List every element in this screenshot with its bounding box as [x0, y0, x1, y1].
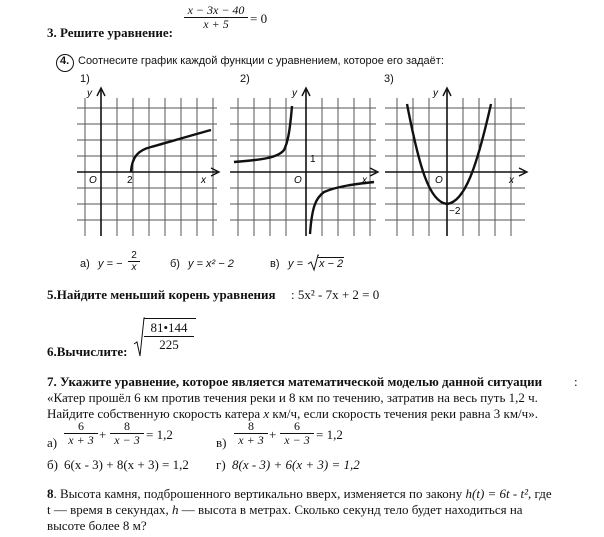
- q3-label: 3. Решите уравнение:: [47, 25, 174, 40]
- q8-text1: . Высота камня, подброшенного вертикально вверх, изменяется по закону: [53, 486, 463, 501]
- q8-text1b: , где: [528, 486, 552, 501]
- graph1-label: 1): [80, 73, 90, 85]
- q7-opt-a-d2: x − 3: [114, 433, 140, 447]
- q7-opt-a-frac2: [110, 420, 144, 447]
- q4-text: Соотнесите график каждой функции с уравнением, которое его задаёт:: [78, 55, 444, 67]
- q7-colon: :: [574, 374, 578, 389]
- graph1-x-label: x: [201, 175, 206, 186]
- q7-opt-a-label: а): [47, 435, 58, 450]
- graph3-x-label: x: [509, 175, 514, 186]
- q7-line2b: км/ч, если скорость течения реки равна 3 км/ч».: [272, 406, 538, 421]
- q7-opt-v-plus: +: [269, 427, 277, 442]
- q4-option-v-pre: y =: [288, 258, 303, 270]
- graph3-origin: O: [435, 175, 443, 186]
- q8-text2a: t — время в секундах,: [47, 502, 169, 517]
- q7-line2a: Найдите собственную скорость катера: [47, 406, 261, 421]
- q7-opt-a-d1: x + 3: [68, 433, 94, 447]
- q3-denominator: x + 5: [203, 17, 229, 31]
- graph-2: [230, 86, 380, 238]
- q3-numerator: x − 3x − 40: [184, 4, 248, 18]
- graph3-parabola: [407, 104, 491, 204]
- graph2-origin: O: [294, 175, 302, 186]
- q7-opt-a-plus: +: [99, 427, 107, 442]
- q4-option-v-rad: x − 2: [319, 258, 344, 270]
- graph3-y-label: y: [433, 88, 438, 99]
- q8-text2b: — высота в метрах. Сколько секунд тело будет находиться на: [181, 502, 523, 517]
- q7-opt-g-label: г): [216, 457, 226, 472]
- q4-option-a-den: x: [131, 262, 137, 273]
- q7-opt-a-n1: 6: [64, 420, 98, 434]
- graph2-label: 2): [240, 73, 250, 85]
- q4-option-a-fraction: [128, 250, 140, 273]
- q8-line1: [47, 486, 602, 502]
- q4-option-a-num: 2: [128, 250, 140, 262]
- graph3-label: 3): [384, 73, 394, 85]
- q7-opt-g-text: 8(x - 3) + 6(x + 3) = 1,2: [232, 457, 360, 472]
- graph-1: [77, 86, 223, 238]
- q7-opt-v-label: в): [216, 435, 227, 450]
- graph1-origin: O: [89, 175, 97, 186]
- q7-label: 7. Укажите уравнение, которое является математической моделью данной ситуации: [47, 374, 543, 389]
- q5-label: 5.Найдите меньший корень уравнения: [47, 287, 276, 302]
- graph2-curve-left: [234, 106, 292, 162]
- q6-fraction: [144, 320, 194, 353]
- q7-opt-a-frac1: [64, 420, 98, 447]
- q7-opt-v-rhs: = 1,2: [316, 427, 343, 442]
- q7-line1: «Катер прошёл 6 км против течения реки и 8 км по течению, затратив на весь путь 1,2 ч.: [47, 390, 538, 405]
- q7-opt-v-n2: 6: [280, 420, 314, 434]
- q8-law: h(t) = 6t - t²: [465, 486, 529, 501]
- graph1-y-label: y: [87, 88, 92, 99]
- q8-line2: [47, 502, 523, 518]
- q7-opt-v-frac1: [234, 420, 268, 447]
- q7-opt-v-d1: x + 3: [238, 433, 264, 447]
- q4-option-a-label: а): [80, 258, 90, 270]
- q4-option-v-label: в): [270, 258, 280, 270]
- q4-number: 4.: [60, 55, 70, 67]
- q7-opt-b-label: б): [47, 457, 58, 472]
- q6-radical-bar: [144, 318, 196, 319]
- graph1-tick: 2: [127, 175, 133, 186]
- q6-label: 6.Вычислите:: [47, 344, 128, 359]
- graph2-curve-right: [310, 182, 374, 234]
- q7-opt-v-d2: x − 3: [284, 433, 310, 447]
- q6-denominator: 225: [159, 337, 179, 352]
- graph3-tick: −2: [449, 206, 461, 217]
- q7-opt-b-text: 6(x - 3) + 8(x + 3) = 1,2: [64, 457, 189, 472]
- q4-option-b-label: б): [170, 258, 180, 270]
- graph2-x-label: x: [362, 175, 367, 186]
- q8-h: h: [172, 502, 179, 517]
- q7-opt-v-frac2: [280, 420, 314, 447]
- q3-rhs: = 0: [250, 11, 268, 26]
- q5-equation: : 5x² - 7x + 2 = 0: [291, 287, 380, 302]
- q6-numerator: 81•144: [144, 320, 194, 337]
- q4-option-a-pre: y = −: [98, 258, 123, 270]
- graph2-tick: 1: [310, 154, 316, 165]
- q4-option-b-eq: y = x² − 2: [188, 258, 234, 270]
- graph2-y-label: y: [292, 88, 297, 99]
- graph1-curve: [131, 130, 211, 172]
- q3-fraction: [184, 4, 248, 31]
- q7-opt-a-n2: 8: [110, 420, 144, 434]
- q7-line2x: x: [263, 406, 270, 421]
- q7-opt-a-rhs: = 1,2: [146, 427, 173, 442]
- q7-opt-v-n1: 8: [234, 420, 268, 434]
- graph-3: [385, 86, 531, 238]
- q8-label: 8: [47, 486, 54, 501]
- q8-line3: высоте более 8 м?: [47, 518, 147, 533]
